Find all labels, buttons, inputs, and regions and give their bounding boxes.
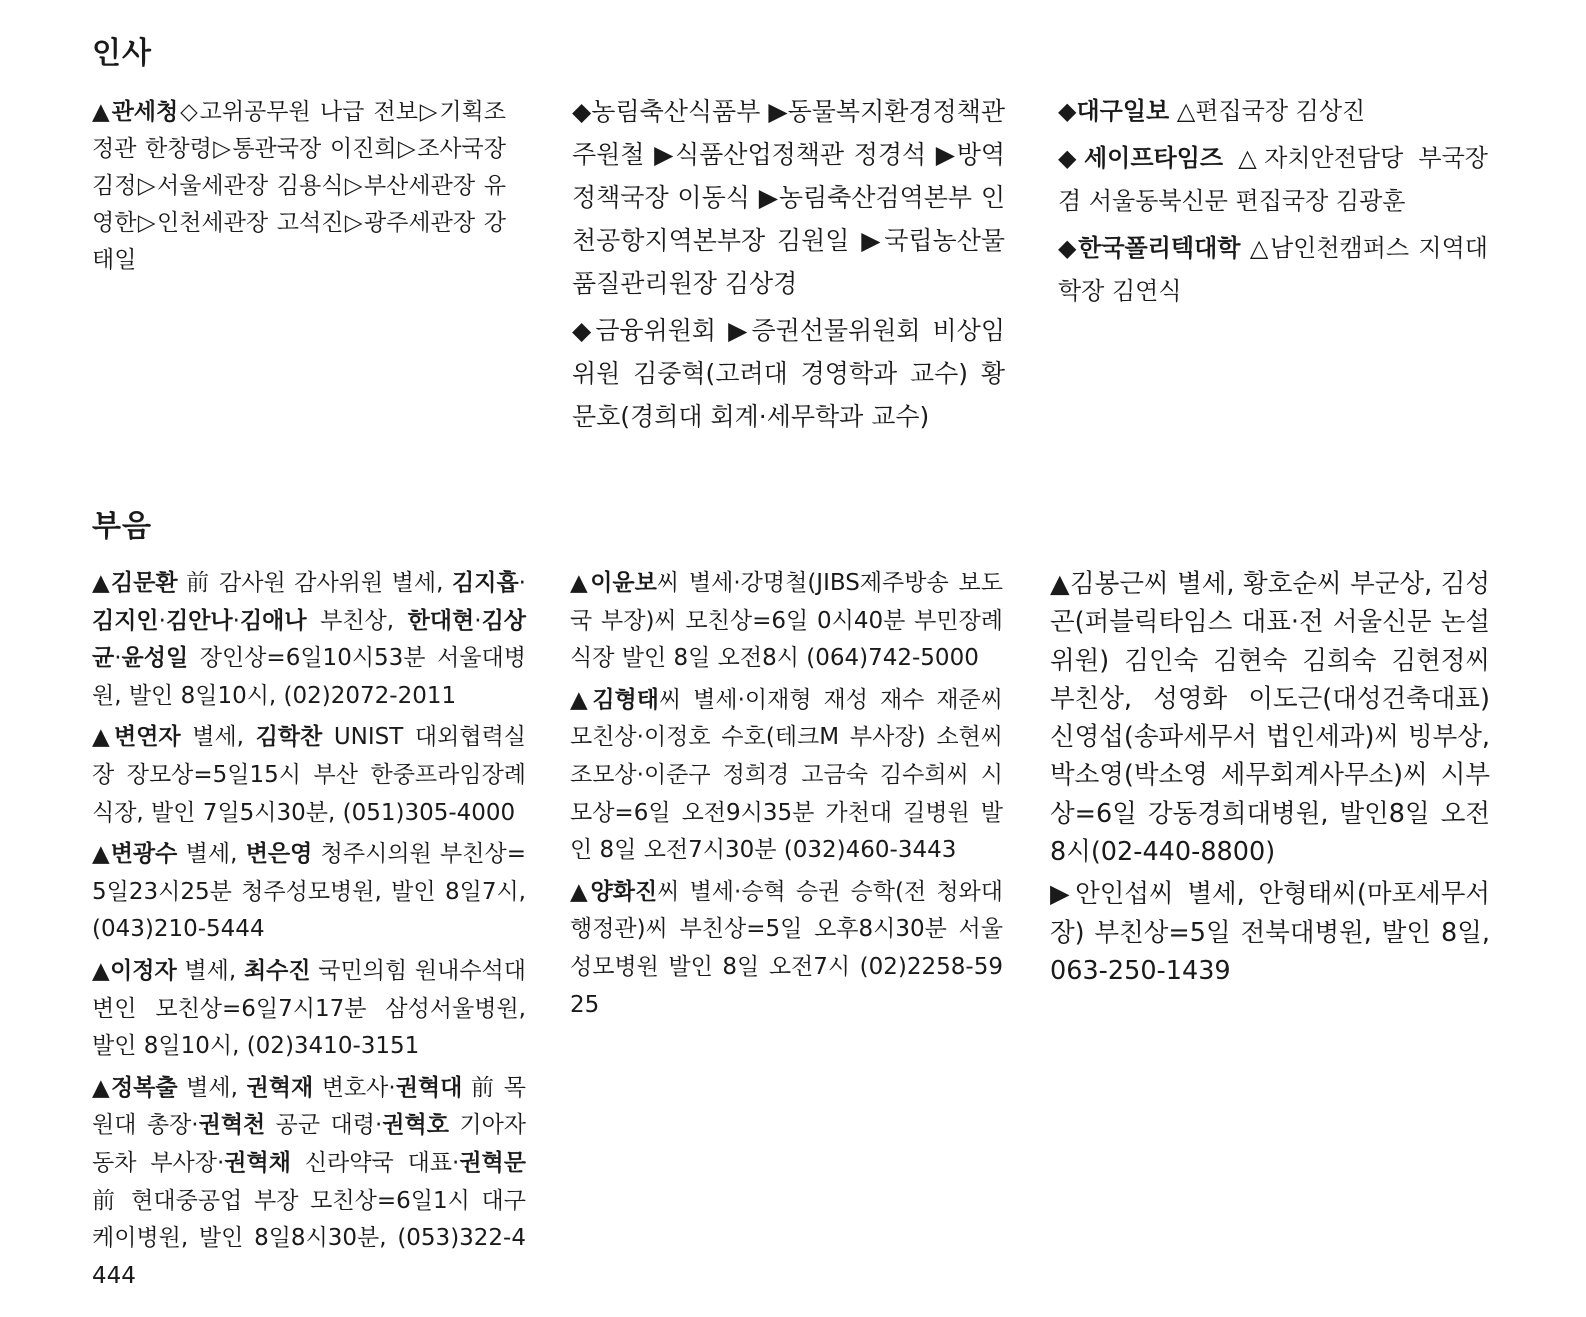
entry-name-bold: 김학찬 (255, 724, 323, 751)
entry-name-bold: 김형태 (592, 686, 659, 713)
entry-name-bold: 김상균 (92, 607, 526, 672)
listing-entry (572, 90, 1005, 305)
entry-text: ◇고위공무원 나급 전보▷기획조정관 한창령▷통관국장 이진희▷조사국장 김정▷서울세관장 김용식▷부산세관장 유영한▷인천세관장 고석진▷광주세관장 강태일 (92, 99, 506, 273)
entry-text: ◆농림축산식품부 ▶동물복지환경정책관 주원철 ▶식품산업정책관 정경석 ▶방역정책국장 이동식 ▶농림축산검역본부 인천공항지역본부장 김원일 ▶국립농산물품질관리원장 김상경 (572, 97, 1005, 298)
entry-text: △자치안전담당 부국장 겸 서울동북신문 편집국장 김광훈 (1058, 144, 1488, 215)
insa-column-1 (92, 94, 506, 279)
entry-name-bold: 김안나 (165, 607, 233, 634)
entry-text: 별세, (180, 724, 256, 751)
entry-name-bold: 한국폴리텍대학 (1078, 234, 1241, 262)
entry-name-bold: 권혁재 (246, 1074, 314, 1101)
listing-entry (1058, 227, 1488, 313)
entry-name-bold: 세이프타임즈 (1083, 144, 1224, 172)
entry-text: 前 감사원 감사위원 별세, (177, 570, 453, 596)
entry-name-bold: 정복출 (110, 1074, 178, 1101)
entry-text: 별세, (176, 957, 244, 984)
entry-name-bold: 양화진 (590, 878, 658, 905)
entry-name-bold: 이정자 (110, 957, 177, 984)
entry-text: UNIST 대외협력실장 장모상=5일15시 부산 한중프라임장례식장, 발인 7일5시30분, (051)305-4000 (92, 724, 527, 826)
entry-text: ▲ (92, 957, 111, 984)
entry-text: ▲ (92, 841, 111, 868)
entry-text: ◆ (1058, 97, 1077, 125)
entry-name-bold: 최수진 (243, 957, 311, 984)
insa-column-3 (1058, 90, 1488, 313)
listing-entry (92, 565, 526, 715)
entry-name-bold: 관세청 (111, 99, 179, 125)
entry-text: ▶안인섭씨 별세, 안형태씨(마포세무서장) 부친상=5일 전북대병원, 발인 8일, 063-250-1439 (1050, 879, 1490, 986)
listing-entry (92, 719, 526, 832)
entry-text: ▲ (92, 570, 111, 596)
listing-entry (1050, 875, 1490, 990)
entry-text: △남인천캠퍼스 지역대학장 김연식 (1058, 234, 1488, 305)
listing-entry (92, 94, 506, 279)
listing-entry (1050, 565, 1490, 871)
entry-text: ▲ (92, 1074, 111, 1101)
entry-name-bold: 이윤보 (590, 570, 657, 596)
listing-entry (92, 836, 526, 949)
entry-text: 변호사· (313, 1074, 396, 1101)
entry-text: ◆ (1058, 144, 1084, 172)
listing-entry (570, 682, 1003, 870)
entry-name-bold: 권혁호 (382, 1112, 449, 1139)
listing-entry (92, 953, 526, 1066)
listing-entry (92, 1070, 526, 1296)
entry-name-bold: 권혁대 (395, 1074, 463, 1101)
entry-name-bold: 김문환 (110, 570, 178, 596)
entry-text: △편집국장 김상진 (1169, 97, 1366, 125)
entry-text: ▲ (92, 99, 112, 125)
bueum-column-1 (92, 565, 526, 1295)
entry-text: ◆ (1058, 234, 1079, 262)
listing-entry (1058, 137, 1488, 223)
bueum-column-3 (1050, 565, 1490, 990)
entry-name-bold: 변광수 (110, 841, 178, 868)
section-title-insa: 인사 (92, 36, 152, 71)
entry-text: 청주시의원 부친상=5일23시25분 청주성모병원, 발인 8일7시, (043)210-5444 (92, 841, 526, 943)
entry-text: · (158, 607, 166, 634)
entry-text: 기아자동차 부사장· (92, 1112, 527, 1176)
entry-name-bold: 김지흡 (452, 570, 519, 596)
entry-text: 씨 별세·강명철(JIBS제주방송 보도국 부장)씨 모친상=6일 0시40분 부민장례식장 발인 8일 오전8시 (064)742-5000 (570, 570, 1003, 672)
insa-column-2 (572, 90, 1005, 438)
entry-text: · (518, 570, 526, 596)
entry-name-bold: 윤성일 (121, 645, 189, 672)
entry-name-bold: 대구일보 (1076, 97, 1170, 125)
entry-text: · (114, 645, 122, 672)
entry-text: 씨 별세·이재형 재성 재수 재준씨 모친상·이정호 수호(테크M 부사장) 소현씨 조모상·이준구 정희경 고금숙 김수희씨 시모상=6일 오전9시35분 가천대 길병원 발인 8일 오전7시30분 (032)460-3443 (570, 686, 1003, 864)
listing-entry (570, 874, 1003, 1024)
entry-text: · (474, 607, 482, 634)
entry-text: 씨 별세·승혁 승권 승학(전 청와대 행정관)씨 부친상=5일 오후8시30분 서울성모병원 발인 8일 오전7시 (02)2258-5925 (570, 878, 1003, 1018)
bueum-column-2 (570, 565, 1003, 1024)
entry-text: 별세, (177, 841, 246, 868)
entry-text: 공군 대령· (265, 1112, 383, 1139)
entry-text: ▲ (570, 878, 591, 905)
entry-text: 前 현대중공업 부장 모친상=6일1시 대구 케이병원, 발인 8일8시30분, (053)322-4444 (92, 1187, 526, 1289)
entry-name-bold: 김애나 (239, 607, 307, 634)
entry-name-bold: 권혁문 (459, 1149, 526, 1176)
entry-text: 신라약국 대표· (290, 1149, 460, 1176)
entry-text: ▲ (570, 686, 593, 713)
entry-name-bold: 한대현 (407, 607, 475, 634)
listing-entry (572, 309, 1005, 438)
entry-text: 장인상=6일10시53분 서울대병원, 발인 8일10시, (02)2072-2011 (92, 645, 526, 709)
listing-entry (570, 565, 1003, 678)
entry-text: 국민의힘 원내수석대변인 모친상=6일7시17분 삼성서울병원, 발인 8일10시, (02)3410-3151 (92, 957, 526, 1060)
entry-text: 별세, (177, 1074, 247, 1101)
entry-text: 前 목원대 총장· (92, 1074, 526, 1139)
entry-text: 부친상, (306, 607, 408, 634)
entry-text: · (232, 607, 240, 634)
entry-text: ▲ (92, 724, 114, 751)
entry-name-bold: 김지인 (92, 607, 159, 634)
entry-text: ▲김봉근씨 별세, 황호순씨 부군상, 김성곤(퍼블릭타임스 대표·전 서울신문 논설위원) 김인숙 김현숙 김희숙 김현정씨 부친상, 성영화 이도근(대성건축대표) 신영섭(송파세무서 법인세과)씨 빙부상, 박소영(박소영 세무회계사무소)씨 시부상=6일 강동경희대병원, 발인8일 오전8시(02-440-8800) (1050, 569, 1490, 868)
section-title-bueum: 부음 (92, 509, 152, 544)
listing-entry (1058, 90, 1488, 133)
entry-name-bold: 권혁천 (198, 1112, 266, 1139)
entry-name-bold: 변은영 (245, 841, 313, 868)
entry-text: ◆금융위원회 ▶증권선물위원회 비상임위원 김중혁(고려대 경영학과 교수) 황문호(경희대 회계·세무학과 교수) (572, 316, 1005, 431)
entry-name-bold: 변연자 (113, 724, 181, 751)
entry-text: ▲ (570, 570, 591, 596)
entry-name-bold: 권혁채 (224, 1149, 291, 1176)
